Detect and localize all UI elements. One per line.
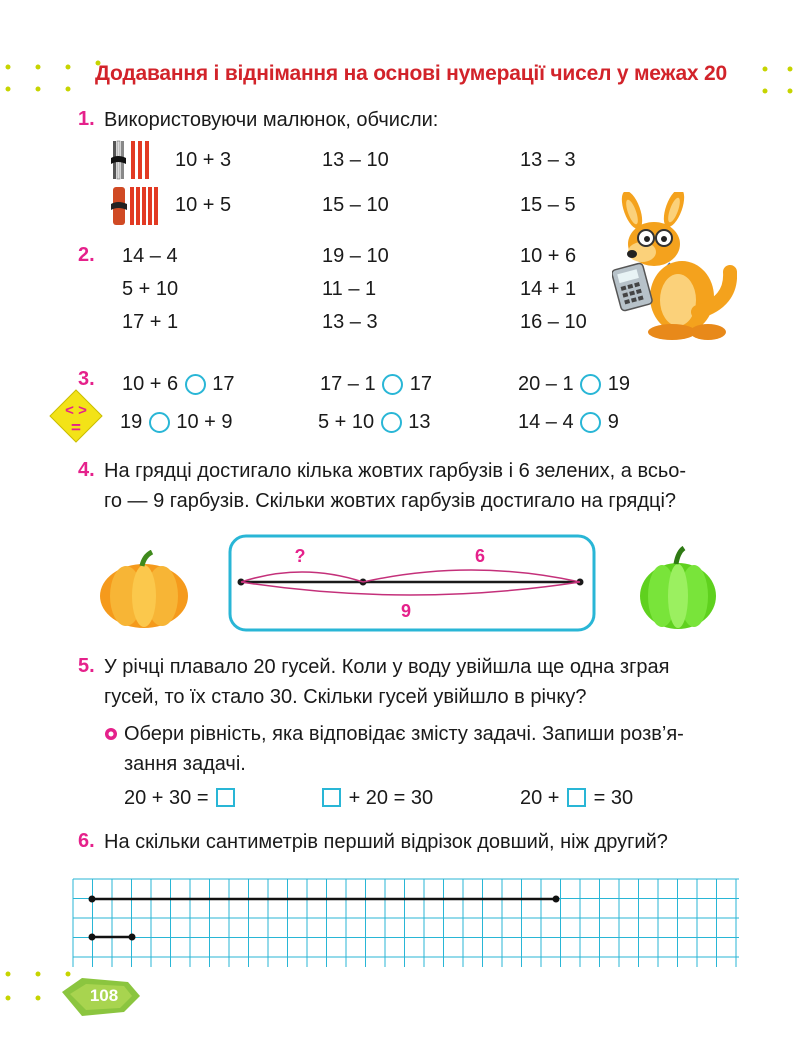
task4-number: 4. [78,459,95,481]
answer-box[interactable] [216,788,235,807]
answer-box[interactable] [567,788,586,807]
task4-line: На грядці достигало кілька жовтих гарбузів і 6 зелених, а всьо- [104,460,687,482]
task5-sub-line: зання задачі. [124,753,246,775]
footer-decoration [0,968,160,1028]
compare-item: 19 10 + 9 [120,411,233,433]
ten-bundle-plus-3-sticks-icon [108,138,152,182]
task5-subtask [124,719,684,779]
page-number: 108 [89,986,119,1005]
task2-expr: 17 + 1 [122,311,179,333]
equation-option-1: 20 + 30 = [124,786,237,810]
task4-line: го — 9 гарбузів. Скільки жовтих гарбузів достигало на грядці? [104,490,677,512]
diagram-unknown-label: ? [294,546,306,566]
compare-item: 17 – 1 17 [320,373,432,395]
task2-expr: 11 – 1 [322,278,377,300]
task2-expr: 19 – 10 [322,245,389,267]
bullet-icon [104,727,118,741]
badge-compare-signs: < > [65,402,87,419]
task1-expr: 10 + 5 [175,194,232,216]
task2-expr: 14 + 1 [520,278,577,300]
compare-circle[interactable] [381,412,402,433]
task1-expr: 15 – 5 [520,194,576,216]
compare-item: 10 + 6 17 [122,373,235,395]
task1-expr: 10 + 3 [175,149,232,171]
ten-bundle-plus-5-sticks-icon [108,184,160,228]
task4-text [104,456,686,516]
task5-number: 5. [78,655,95,677]
equation-option-3: 20 + = 30 [520,787,634,809]
diagram-part-label: 6 [474,546,486,566]
badge-equals-sign: = [71,418,81,437]
task2-expr: 10 + 6 [520,245,577,267]
task5-sub-line: Обери рівність, яка відповідає змісту задачі. Запиши розв’я- [124,723,684,745]
segment-diagram [228,534,596,632]
diagram-total-label: 9 [400,601,412,621]
task5-line: У річці плавало 20 гусей. Коли у воду увійшла ще одна зграя [104,656,670,678]
task6-number: 6. [78,830,95,852]
task1-expr: 15 – 10 [322,194,389,216]
compare-circle[interactable] [185,374,206,395]
task2-expr: 5 + 10 [122,278,179,300]
comparison-signs-badge [48,388,104,444]
task1-expr: 13 – 10 [322,149,389,171]
compare-circle[interactable] [580,374,601,395]
task2-number: 2. [78,244,95,266]
answer-box[interactable] [322,788,341,807]
page-title: Додавання і віднімання на основі нумерації чисел у межах 20 [95,62,727,85]
equation-option-2: + 20 = 30 [320,786,433,810]
compare-item: 14 – 4 9 [518,411,619,433]
compare-item: 5 + 10 13 [318,411,431,433]
task5-line: гусей, то їх стало 30. Скільки гусей увійшло в річку? [104,686,587,708]
compare-circle[interactable] [149,412,170,433]
task1-number: 1. [78,108,95,130]
compare-circle[interactable] [580,412,601,433]
compare-circle[interactable] [382,374,403,395]
task1-expr: 13 – 3 [520,149,576,171]
task2-expr: 13 – 3 [322,311,378,333]
kangaroo-with-calculator-illustration [612,192,737,342]
task2-expr: 14 – 4 [122,245,178,267]
green-pumpkin-image [638,546,718,632]
compare-item: 20 – 1 19 [518,373,630,395]
task2-expr: 16 – 10 [520,311,587,333]
task3-number: 3. [78,368,95,390]
task5-text [104,652,669,712]
yellow-pumpkin-image [96,550,192,632]
grid-paper [72,878,740,968]
task1-text: Використовуючи малюнок, обчисли: [104,109,439,131]
task6-text: На скільки сантиметрів перший відрізок довший, ніж другий? [104,831,668,853]
